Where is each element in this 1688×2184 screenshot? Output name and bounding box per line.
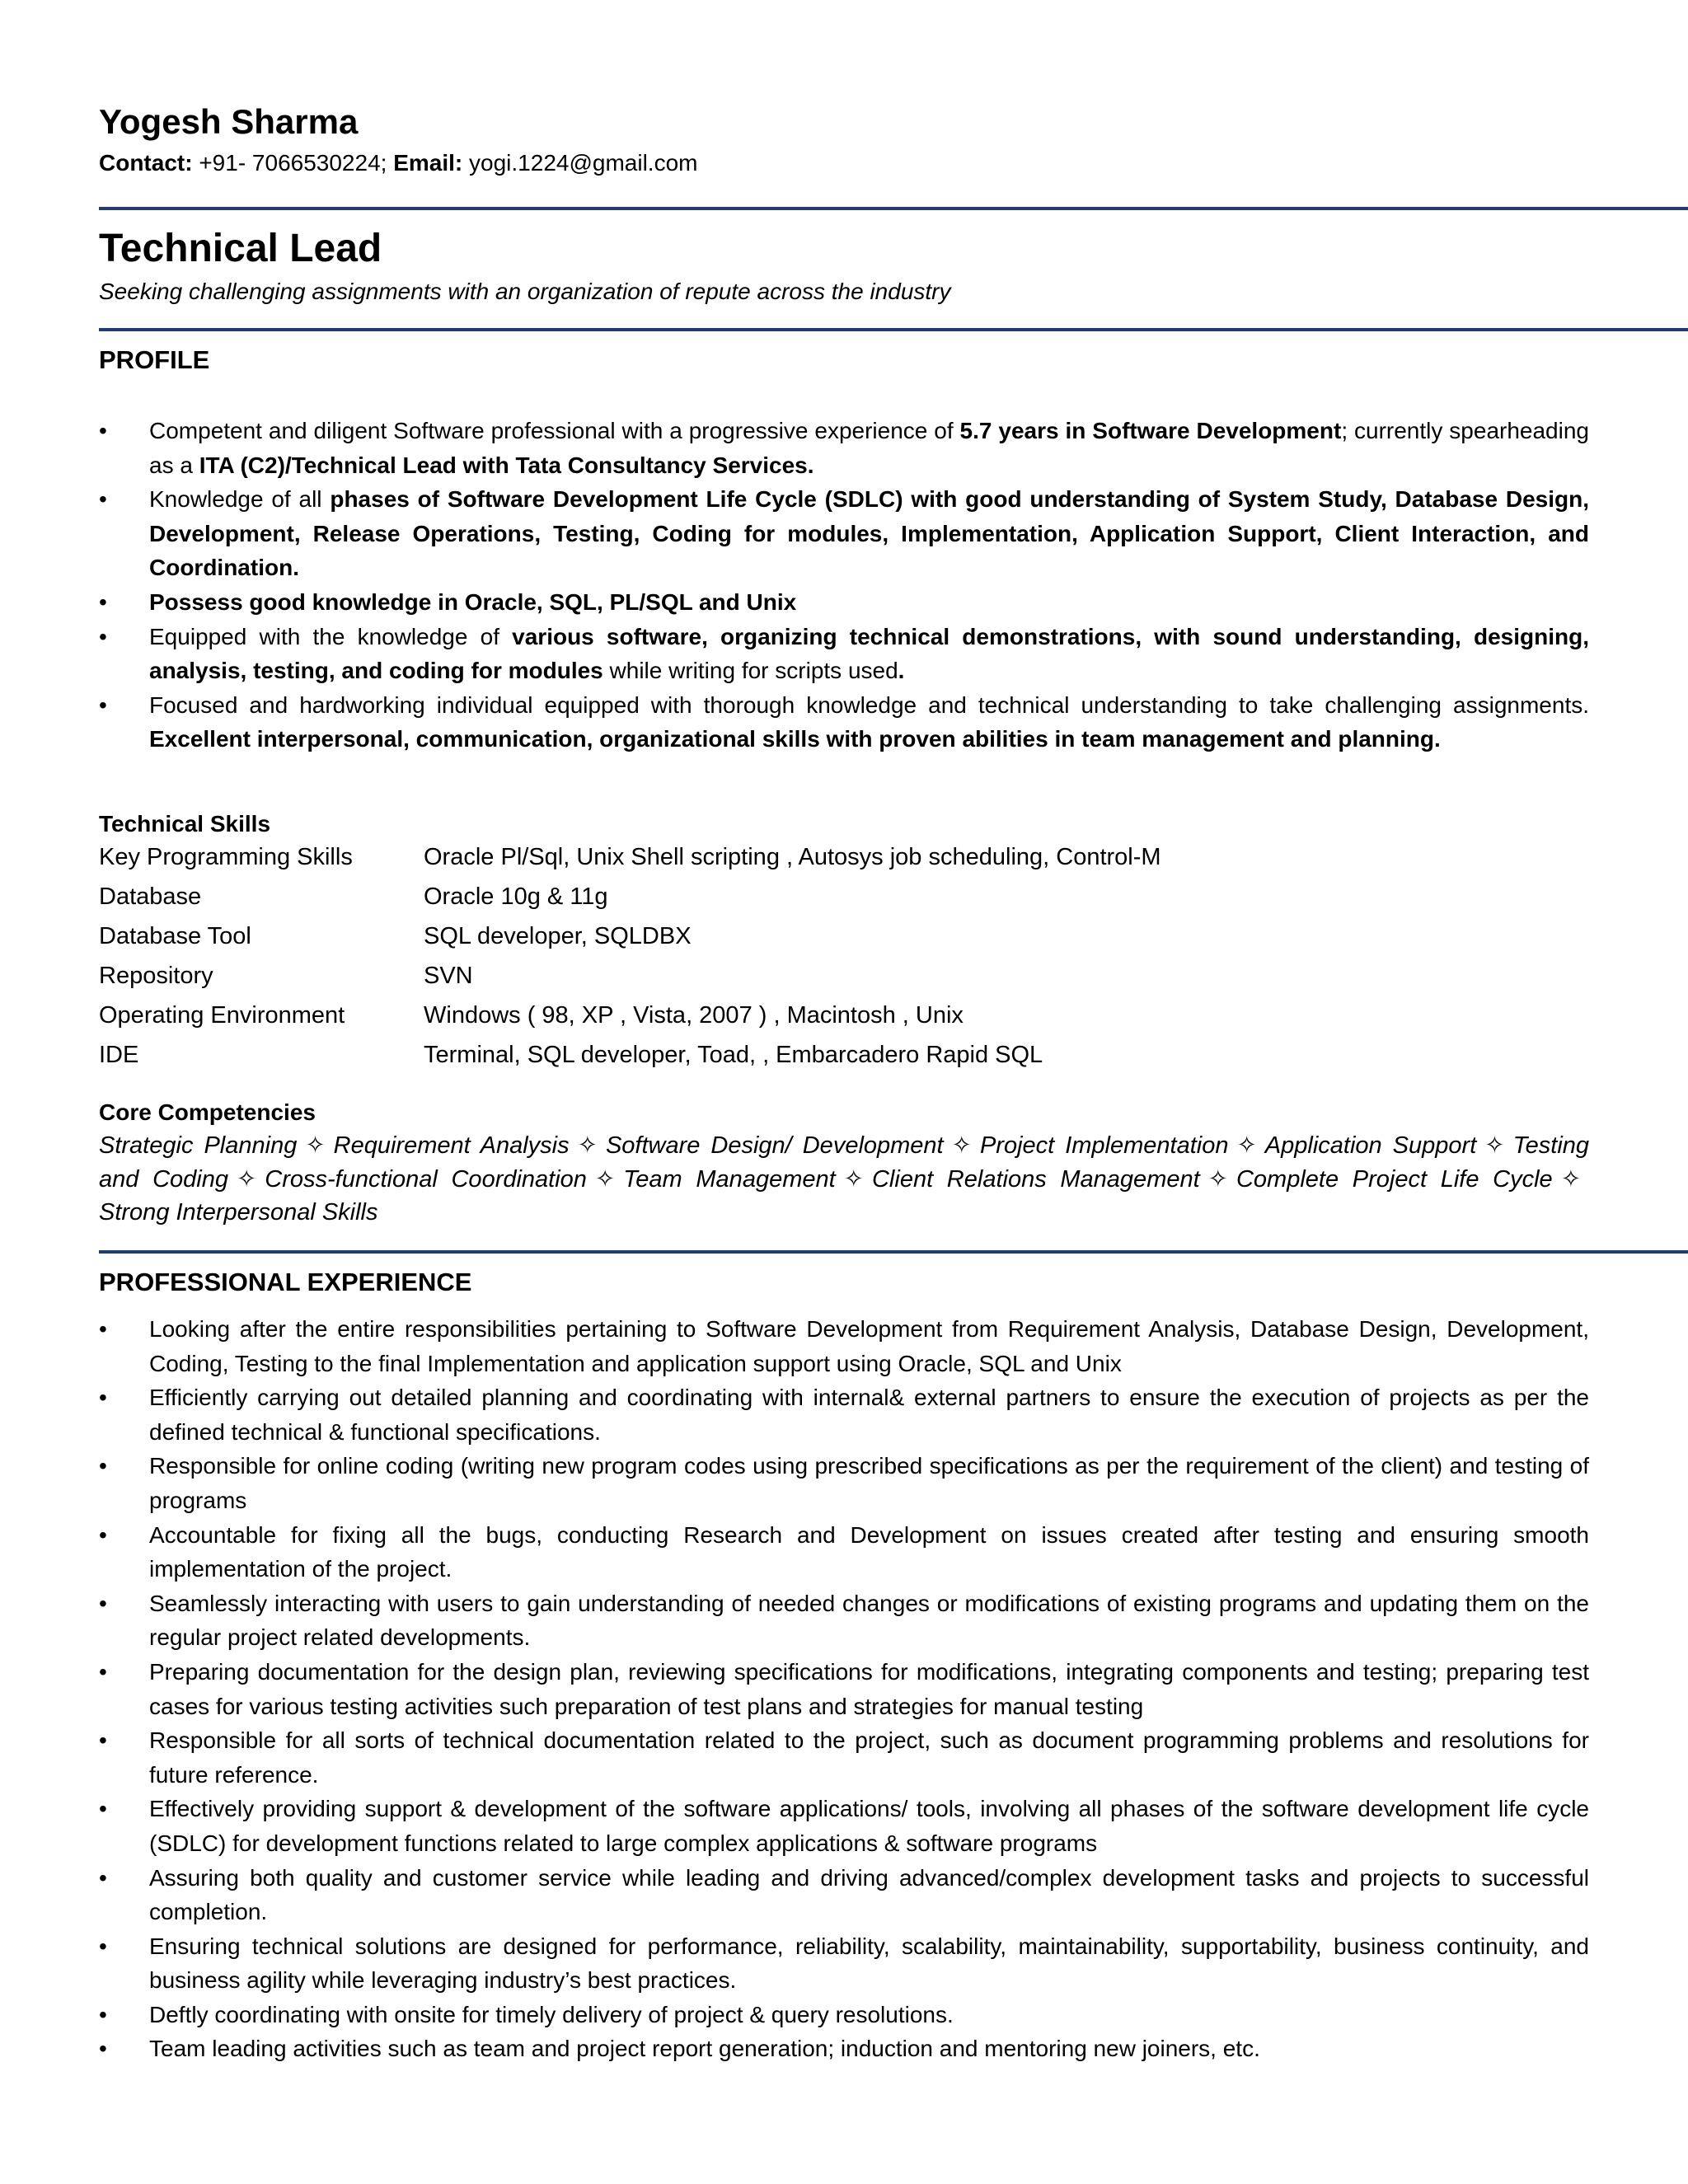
profile-item: • Possess good knowledge in Oracle, SQL, PL/SQL and Unix: [99, 585, 1589, 620]
competency: Software Design/ Development: [605, 1132, 944, 1159]
skill-row: [99, 956, 1582, 996]
skill-row: [99, 916, 1582, 956]
email-label: Email:: [393, 150, 463, 176]
skill-key: Database Tool: [99, 922, 251, 949]
sparkle-icon: ✧: [1560, 1165, 1581, 1193]
skill-value: SVN: [424, 962, 473, 989]
competency: Strategic Planning: [99, 1132, 298, 1159]
contact-label: Contact:: [99, 150, 193, 176]
competency: Team Management: [623, 1165, 836, 1193]
profile-list: [99, 414, 1589, 757]
objective-tagline: Seeking challenging assignments with an organization of repute across the industry: [99, 279, 951, 304]
experience-item: • Team leading activities such as team and project report generation; induction and mentoring new joiners, etc.: [99, 2032, 1589, 2066]
experience-heading: PROFESSIONAL EXPERIENCE: [99, 1268, 472, 1296]
divider-experience: [99, 1250, 1688, 1254]
sparkle-icon: ✧: [305, 1132, 326, 1159]
competency: Complete Project Life Cycle: [1236, 1165, 1553, 1193]
skill-value: Oracle Pl/Sql, Unix Shell scripting , Autosys job scheduling, Control-M: [424, 843, 1161, 870]
skill-row: [99, 877, 1582, 916]
divider-top: [99, 207, 1688, 210]
competency: Project Implementation: [979, 1132, 1229, 1159]
experience-item: • Responsible for online coding (writing new program codes using prescribed specifications as per the requirement of the client) and testing of programs: [99, 1449, 1589, 1517]
profile-heading: PROFILE: [99, 345, 210, 374]
experience-item: • Seamlessly interacting with users to gain understanding of needed changes or modifications of existing programs and updating them on the regular project related developments.: [99, 1586, 1589, 1655]
skill-key: Database: [99, 883, 202, 910]
job-title: Technical Lead: [99, 227, 382, 270]
sparkle-icon: ✧: [577, 1132, 598, 1159]
skill-key: Repository: [99, 962, 213, 989]
experience-item: • Preparing documentation for the design plan, reviewing specifications for modifications, integrating components and testing; preparing test cases for various testing activities such preparation of test plans and strategies for manual testing: [99, 1655, 1589, 1723]
sparkle-icon: ✧: [1207, 1165, 1228, 1193]
skill-row: [99, 1035, 1582, 1075]
skill-row: [99, 837, 1582, 877]
core-competencies-heading: Core Competencies: [99, 1099, 316, 1125]
skill-key: Operating Environment: [99, 1001, 345, 1029]
experience-list: [99, 1312, 1589, 2066]
candidate-name: Yogesh Sharma: [99, 102, 359, 141]
email-address: yogi.1224@gmail.com: [462, 150, 698, 176]
sparkle-icon: ✧: [843, 1165, 864, 1193]
sparkle-icon: ✧: [236, 1165, 257, 1193]
competency: Application Support: [1264, 1132, 1477, 1159]
experience-item: • Ensuring technical solutions are designed for performance, reliability, scalability, maintainability, supportability, business continuity, and business agility while leveraging industry’s best practices.: [99, 1929, 1589, 1998]
sparkle-icon: ✧: [1484, 1132, 1505, 1159]
sparkle-icon: ✧: [1236, 1132, 1257, 1159]
contact-line: [99, 147, 697, 180]
skill-value: Oracle 10g & 11g: [424, 883, 608, 910]
skill-row: [99, 996, 1582, 1035]
skill-value: Windows ( 98, XP , Vista, 2007 ) , Macintosh , Unix: [424, 1001, 964, 1029]
experience-item: • Effectively providing support & development of the software applications/ tools, involving all phases of the software development life cycle (SDLC) for development functions related to large complex applications & software programs: [99, 1792, 1589, 1860]
core-competencies-list: [99, 1129, 1589, 1230]
technical-skills-heading: Technical Skills: [99, 811, 271, 837]
competency: Requirement Analysis: [333, 1132, 570, 1159]
skill-value: SQL developer, SQLDBX: [424, 922, 692, 949]
sparkle-icon: ✧: [594, 1165, 616, 1193]
profile-item: • Equipped with the knowledge of various software, organizing technical demonstrations, with sound understanding, designing, analysis, testing, and coding for modules while writing for scripts used.: [99, 620, 1589, 688]
skill-key: Key Programming Skills: [99, 843, 353, 870]
profile-item: • Focused and hardworking individual equipped with thorough knowledge and technical understanding to take challenging assignments. Excellent interpersonal, communication, organizational skills with proven abilities in team management and planning.: [99, 688, 1589, 757]
experience-item: • Accountable for fixing all the bugs, conducting Research and Development on issues created after testing and ensuring smooth implementation of the project.: [99, 1518, 1589, 1586]
competency: Strong Interpersonal Skills: [99, 1199, 378, 1226]
experience-item: • Responsible for all sorts of technical documentation related to the project, such as document programming problems and resolutions for future reference.: [99, 1723, 1589, 1792]
competency: Client Relations Management: [871, 1165, 1200, 1193]
experience-item: • Looking after the entire responsibilities pertaining to Software Development from Requirement Analysis, Database Design, Development, Coding, Testing to the final Implementation and application support using Oracle, SQL and Unix: [99, 1312, 1589, 1380]
divider-profile: [99, 328, 1688, 331]
competency: Testing and Coding: [99, 1132, 1590, 1193]
profile-item: • Competent and diligent Software professional with a progressive experience of 5.7 years in Software Development; currently spearheading as a ITA (C2)/Technical Lead with Tata Consultancy Services.: [99, 414, 1589, 482]
skill-value: Terminal, SQL developer, Toad, , Embarcadero Rapid SQL: [424, 1041, 1043, 1068]
profile-item: • Knowledge of all phases of Software Development Life Cycle (SDLC) with good understanding of System Study, Database Design, Development, Release Operations, Testing, Coding for modules, Implementation, Application Support, Client Interaction, and Coordination.: [99, 482, 1589, 585]
sparkle-icon: ✧: [951, 1132, 972, 1159]
experience-item: • Deftly coordinating with onsite for timely delivery of project & query resolutions.: [99, 1998, 1589, 2032]
skill-key: IDE: [99, 1041, 139, 1068]
experience-item: • Assuring both quality and customer service while leading and driving advanced/complex development tasks and projects to successful completion.: [99, 1861, 1589, 1929]
competency: Cross-functional Coordination: [265, 1165, 587, 1193]
phone-number: +91- 7066530224;: [192, 150, 394, 176]
experience-item: • Efficiently carrying out detailed planning and coordinating with internal& external partners to ensure the execution of projects as per the defined technical & functional specifications.: [99, 1380, 1589, 1449]
technical-skills-table: [99, 837, 1582, 1075]
